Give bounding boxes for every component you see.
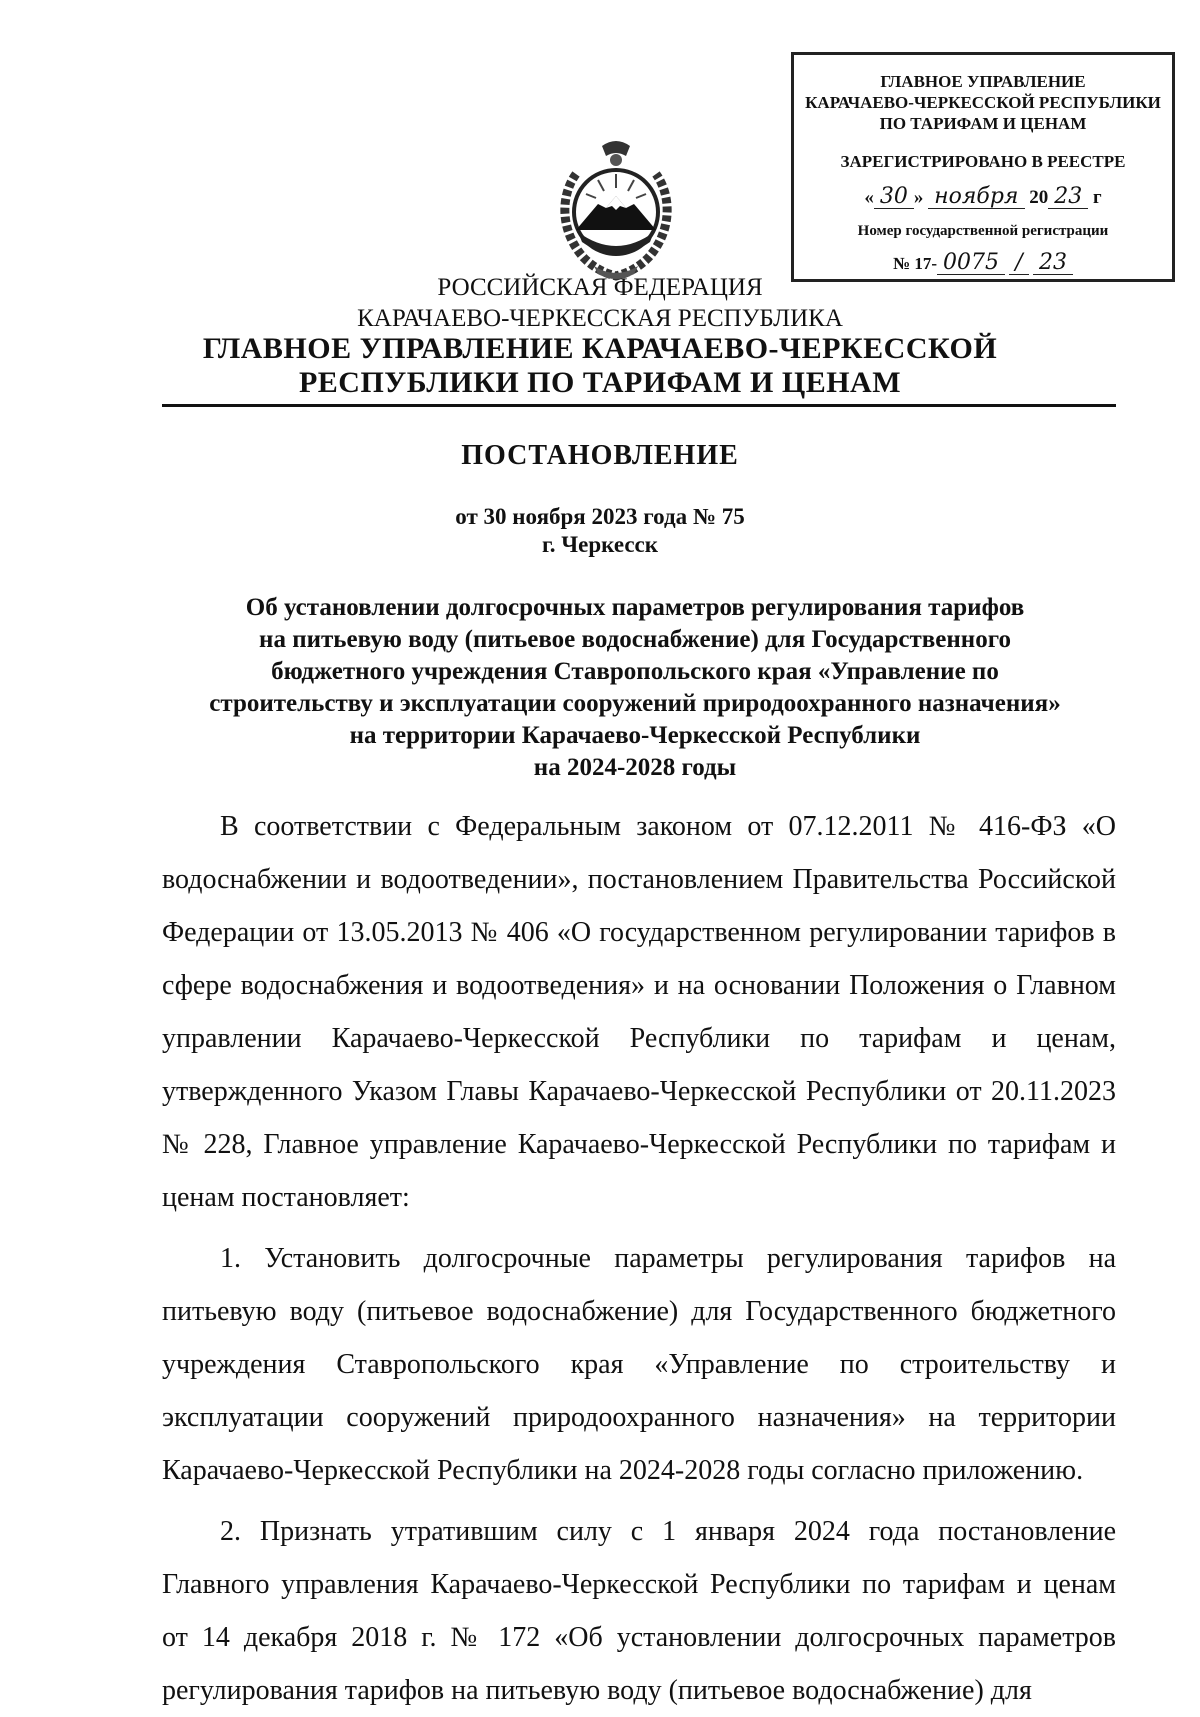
stamp-date-year-suffix: 23: [1048, 186, 1088, 209]
body-paragraph-item-1: 1. Установить долгосрочные параметры регулирования тарифов на питьевую воду (питьевое водоснабжение) для Государственного бюджетного учреждения Ставропольского края «Управление по строительству и эксплуатации сооружений природоохранного назначения» на территории Карачаево-Черкесской Республики на 2024-2028 годы согласно приложению.: [162, 1243, 1116, 1486]
stamp-date-year-prefix: 20: [1029, 187, 1049, 208]
document-body: [162, 800, 1116, 1717]
stamp-reg-number-main: 0075: [937, 252, 1005, 275]
stamp-reg-number-prefix: № 17-: [893, 254, 938, 273]
stamp-date-open: «: [864, 187, 874, 208]
header-country: РОССИЙСКАЯ ФЕДЕРАЦИЯ: [437, 274, 763, 301]
header-org-line2: РЕСПУБЛИКИ ПО ТАРИФАМ И ЦЕНАМ: [298, 366, 902, 399]
coat-of-arms-emblem-icon: [554, 134, 678, 282]
stamp-date-day: 30: [874, 186, 914, 209]
document-city: г. Черкесск: [541, 532, 659, 557]
registration-stamp: [791, 52, 1175, 282]
subject-line: Об установлении долгосрочных параметров регулирования тарифов: [245, 594, 1025, 621]
stamp-date-month: ноября: [928, 186, 1024, 209]
stamp-registered: ЗАРЕГИСТРИРОВАНО В РЕЕСТРЕ: [840, 152, 1126, 171]
header-republic: КАРАЧАЕВО-ЧЕРКЕССКАЯ РЕСПУБЛИКА: [357, 305, 843, 332]
stamp-reg-number: [794, 252, 1172, 275]
subject-line: на 2024-2028 годы: [533, 754, 737, 781]
stamp-date-g: г: [1093, 187, 1102, 208]
stamp-date: [794, 186, 1172, 209]
stamp-org-line2: КАРАЧАЕВО-ЧЕРКЕССКОЙ РЕСПУБЛИКИ: [805, 93, 1161, 112]
stamp-organization: [794, 71, 1172, 134]
document-date-number: от 30 ноября 2023 года № 75: [455, 504, 745, 529]
stamp-org-line3: ПО ТАРИФАМ И ЦЕНАМ: [879, 114, 1087, 133]
subject-line: на питьевую воду (питьевое водоснабжение) для Государственного: [259, 626, 1011, 653]
stamp-reg-number-suffix: 23: [1033, 252, 1073, 275]
body-paragraph-item-2: 2. Признать утратившим силу с 1 января 2024 года постановление Главного управления Карачаево-Черкесской Республики по тарифам и ценам от 14 декабря 2018 г. № 172 «Об установлении долгосрочных параметров регулирования тарифов на питьевую воду (питьевое водоснабжение) для: [162, 1516, 1116, 1706]
subject-line: строительству и эксплуатации сооружений природоохранного назначения»: [209, 690, 1061, 717]
stamp-org-line1: ГЛАВНОЕ УПРАВЛЕНИЕ: [880, 72, 1086, 91]
subject-line: на территории Карачаево-Черкесской Республики: [349, 722, 921, 749]
stamp-reg-number-sep: /: [1009, 252, 1028, 275]
header-divider: [162, 404, 1116, 407]
document-type: ПОСТАНОВЛЕНИЕ: [461, 440, 739, 471]
stamp-date-close: »: [913, 187, 924, 208]
document-subject: [150, 592, 1120, 784]
stamp-reg-number-label: Номер государственной регистрации: [857, 223, 1109, 239]
body-paragraph-preamble: В соответствии с Федеральным законом от 07.12.2011 № 416-ФЗ «О водоснабжении и водоотведении», постановлением Правительства Российской Федерации от 13.05.2013 № 406 «О государственном регулировании тарифов в сфере водоснабжения и водоотведения» и на основании Положения о Главном управлении Карачаево-Черкесской Республики по тарифам и ценам, утвержденного Указом Главы Карачаево-Черкесской Республики от 20.11.2023 № 228, Главное управление Карачаево-Черкесской Республики по тарифам и ценам постановляет:: [162, 811, 1116, 1213]
subject-line: бюджетного учреждения Ставропольского края «Управление по: [271, 658, 999, 685]
header-org-line1: ГЛАВНОЕ УПРАВЛЕНИЕ КАРАЧАЕВО-ЧЕРКЕССКОЙ: [202, 332, 998, 365]
